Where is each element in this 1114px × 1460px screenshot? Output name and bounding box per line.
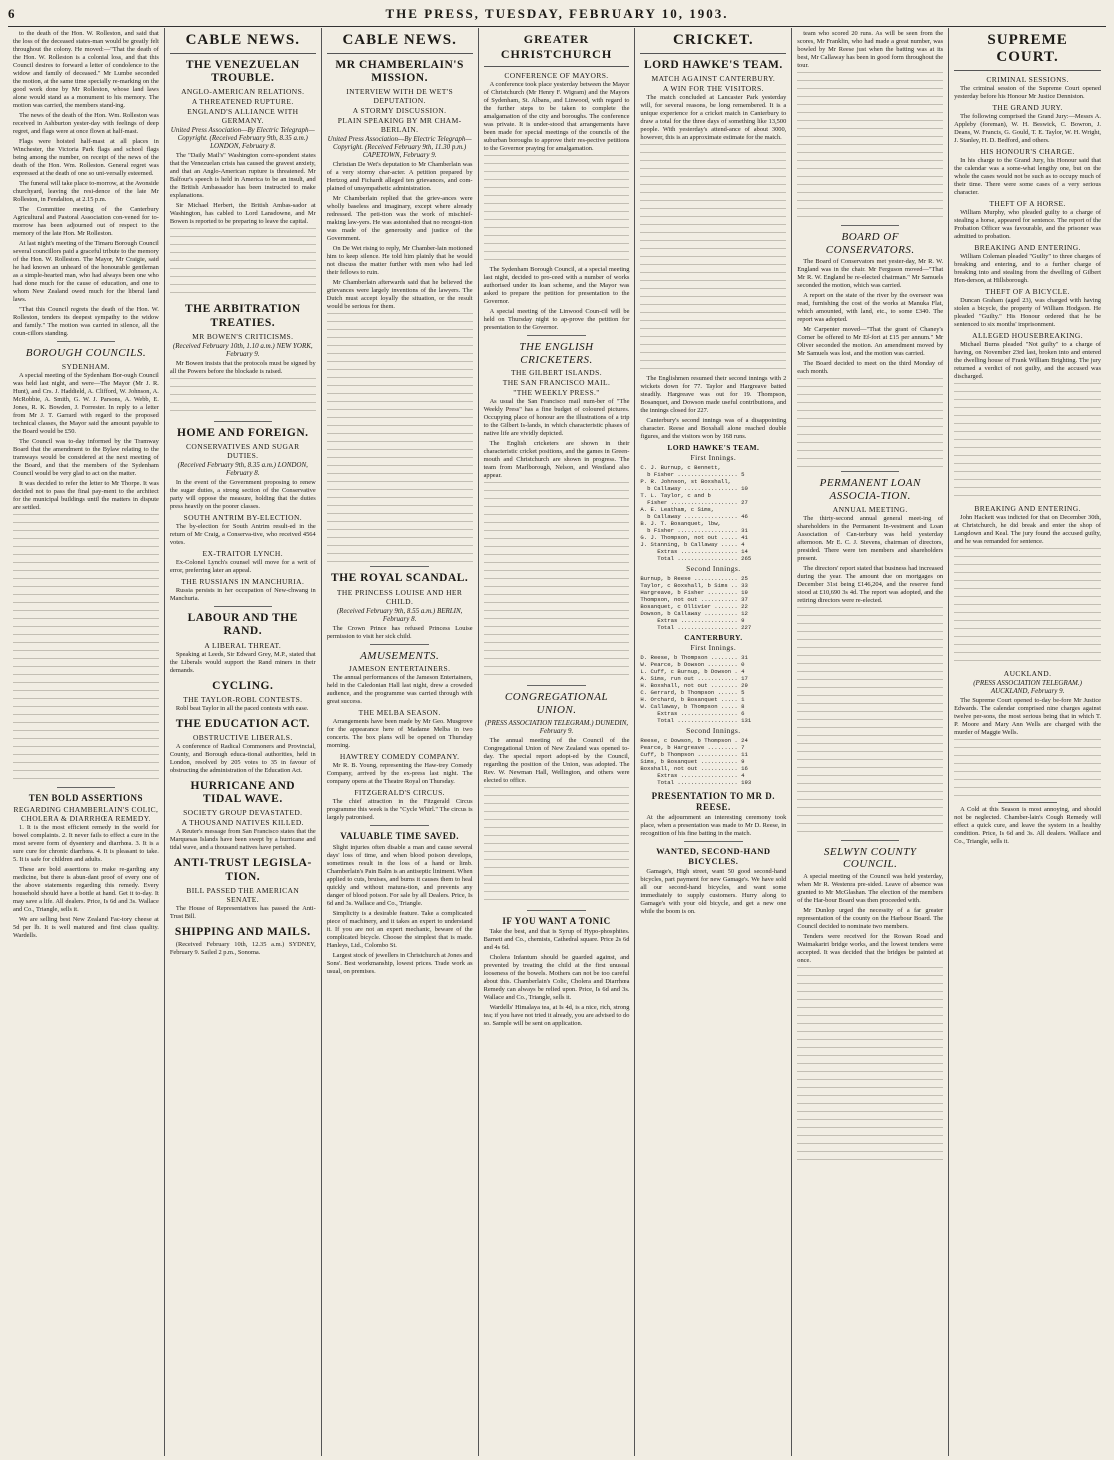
article-text: A special meeting of the Council was held yesterday, when Mr R. Westenra pre-sided. Leave of absence was granted to Mr McGlashan. The election of the members of the Har-bour Board was then proceeded with. — [797, 872, 944, 904]
column-title: GREATER CHRISTCHURCH — [484, 30, 630, 67]
column-7 — [949, 28, 1106, 1456]
article-text: It was decided to refer the letter to Mr Thorpe. It was decided not to pass the final pay-ment to the architect for the municipal buildings until the matters in dispute are settled. — [13, 479, 159, 511]
headline: SHIPPING AND MAILS. — [174, 925, 311, 938]
article-text: William Coleman pleaded "Guilty" to three charges of breaking and entering, and to a further charge of breaking into and stealing from the dwelling of Gilbert Hen-derson, at Hillsborough. — [954, 253, 1101, 284]
article-text: Mr R. B. Young, representing the Haw-trey Comedy Company, arrived by the ex-press last night. The company opens at the Theatre Royal on Thursday. — [326, 762, 473, 786]
advertisement-text: Cholera Infantum should be guarded against, and prevented by treating the child at the first unusual looseness of the bowels. Mothers can not be too careful about this. Chamberlain's Colic, Cholera and Diarrhœa Remedy can always be relied upon. Price, Is 6d and 3s. Wallace and Co., Triangle, sells it. — [483, 953, 630, 1001]
dateline: United Press Association—By Electric Telegraph—Copyright. (Received February 9th, 8.35 a.m.) LONDON, February 8. — [170, 126, 315, 151]
text-lines — [954, 739, 1101, 799]
dateline: (PRESS ASSOCIATION TELEGRAM.) DUNEDIN, February 9. — [484, 718, 629, 735]
article-text: Mr Carpenter moved—"That the grant of Chaney's Corner be offered to Mr Ef-fort at £15 per annum." Mr Oliver seconded the motion. An amendment moved by Mr Samuels was lost, and the motion was carried. — [797, 326, 944, 358]
divider — [370, 825, 428, 826]
subheading: BREAKING AND ENTERING. — [974, 504, 1081, 513]
text-lines — [484, 787, 630, 907]
advertisement-text: 1. It is the most efficient remedy in the world for bowel complaints. 2. It never fails to effect a cure in the most severe form of dysentery and diarrhœa. 3. It is a sure cure for chronic diarrhœa. 4. It is pleasant to take. 5. It is safe for children and adults. — [13, 823, 159, 863]
article-text: John Hackett was indicted for that on December 30th, at Christchurch, he did break and enter the shop of Langdown and Keal. The jury found the accused guilty, and he was remanded for sentence. — [954, 514, 1101, 545]
article-text: A special meeting of the Linwood Coun-cil will be held on Thursday night to ap-prove the petition for presentation to the Governor. — [483, 308, 630, 331]
divider — [841, 840, 899, 841]
dateline: (Received February 9th, 8.35 a.m.) LONDON, February 8. — [177, 461, 308, 478]
article-text: Mr Chamberlain afterwards said that he believed the grievances were largely inventions of the lawyers. The Dutch must accept loyally the situation, or the result would be serious for them. — [326, 279, 473, 311]
article-text: The House of Representatives has passed the Anti-Trust Bill. — [169, 904, 316, 920]
column-4 — [479, 28, 636, 1456]
article-text: The annual performances of the Jameson Entertainers, held in the Caledonian Hall last night, drew a crowded audience, and the programme was carried through with great success. — [326, 674, 473, 706]
article-text: Ex-Colonel Lynch's counsel will move for a writ of error, preferring later an appeal. — [169, 559, 316, 575]
text-lines — [640, 144, 786, 374]
divider — [684, 841, 742, 842]
subheading: "THE WEEKLY PRESS." — [513, 388, 600, 398]
divider — [841, 225, 899, 226]
subheading: JAMESON ENTERTAINERS. — [348, 664, 451, 674]
subheading: A LIBERAL THREAT. — [204, 640, 282, 650]
advertisement-text: Largest stock of jewellers in Christchurch at Jones and Sons'. Best workmanship, lowest prices. Trade work as usual, on premises. — [326, 951, 473, 975]
headline: THE VENEZUELAN TROUBLE. — [185, 59, 300, 85]
dateline: United Press Association—By Electric Telegraph—Copyright. (Received February 9th, 11.30 p.m.) CAPETOWN, February 9. — [327, 135, 472, 160]
divider — [370, 566, 428, 567]
article-text: On De Wet rising to reply, Mr Chamber-lain motioned him to keep silence. He told him plainly that he would not discuss the matter further with men who had led their fellows to ruin. — [326, 245, 473, 277]
article-text: Flags were hoisted half-mast at all places in Winchester, the Victoria Park flags and school flags being among the number, on receipt of the news of the death of the Hon. Wm. Rolleston. General regret was expressed at the death of one so uni-versally esteemed. — [13, 138, 159, 177]
subheading: THE SAN FRANCISCO MAIL. — [502, 378, 611, 388]
article-text: to the death of the Hon. W. Rolleston, and said that the loss of the deceased states-man would be greatly felt throughout the colony. He moved:—"That the death of the Hon. W. Rolleston is a colonial loss, and that this Council desires to forward a letter of condolence to the widow and family of deceased." Mr Lumbe seconded the motion, at the same time specially re-marking on the good work done by Mr Rolleston, whose land laws alone would stand as a monument to his memory. The motion was carried, the members stand-ing. — [13, 30, 159, 109]
text-lines — [13, 514, 159, 784]
article-text: Speaking at Leeds, Sir Edward Grey, M.P., stated that the Liberals would support the Rand miners in their demands. — [169, 650, 316, 674]
text-lines — [797, 607, 943, 837]
article-text: Mr Bowen insists that the protocols must be signed by all the Powers before the blockade is raised. — [169, 359, 316, 375]
article-text: The following comprised the Grand Jury:—Messrs A. Appleby (foreman), W. H. Beswick, C. Bowron, J. Deans, W. Francis, G. Gould, T. E. Taylor, W. H. Wright, J. Stanley, H. D. Bedford, and others. — [954, 113, 1101, 144]
headline: ANTI-TRUST LEGISLA-TION. — [173, 857, 312, 883]
headline: LORD HAWKE'S TEAM. — [643, 59, 783, 71]
subheading: SOUTH ANTRIM BY-ELECTION. — [183, 513, 303, 523]
column-title: CABLE NEWS. — [170, 30, 316, 54]
headline: HOME AND FOREIGN. — [177, 426, 309, 439]
article-text: team who scored 20 runs. As will be seen from the scores, Mr Franklin, who had made a great number, was bowled by Mr Reese just when the batting was at its best, Mr Callaway has been in good form throughout the tour. — [797, 30, 944, 69]
subheading: EX-TRAITOR LYNCH. — [202, 549, 284, 559]
headline: THE ARBITRATION TREATIES. — [184, 303, 301, 329]
article-text: Russia persists in her occupation of New-chwang in Manchuria. — [169, 587, 316, 603]
divider — [998, 802, 1057, 803]
advertisement-text: Gamage's, High street, want 50 good second-hand bicycles, part payment for new Gamage's. We have sold all our second-hand bicycles, and want some immediately to supply customers. Hurry along to Gamage's with your old bicycle, and get a new one while the boom is on. — [640, 868, 787, 916]
advertisement-heading: VALUABLE TIME SAVED. — [340, 831, 460, 842]
section-heading: PERMANENT LOAN ASSOCIA-TION. — [819, 477, 921, 502]
subheading: THEFT OF A BICYCLE. — [985, 287, 1070, 296]
text-lines — [954, 383, 1101, 503]
article-text: A conference of Radical Commoners and Provincial, County, and Borough educa-tional authorities, held in London, resolved by 205 votes to 35 in favour of obstructing the administration of the Education Act. — [169, 742, 316, 774]
column-6 — [792, 28, 949, 1456]
subheading: THE GILBERT ISLANDS. — [511, 368, 602, 378]
article-text: As usual the San Francisco mail num-ber of "The Weekly Press" has a fine budget of coloured pictures. Occupying place of honour are the illustrations of a trip to the Gilbert Is-lands, in which characteristic phases of native life are vividly depicted. — [483, 398, 630, 438]
article-text: The news of the death of the Hon. Wm. Rolleston was received in Ashburton yester-day with feelings of deep regret, and flags were at once flown at half-mast. — [13, 112, 159, 135]
section-heading: SELWYN COUNTY COUNCIL. — [823, 845, 917, 871]
advertisement-heading: TEN BOLD ASSERTIONS — [28, 792, 144, 803]
page-number: 6 — [8, 6, 15, 21]
scorecard-subheading: Second Innings. — [686, 726, 741, 736]
newspaper-title: THE PRESS, TUESDAY, FEBRUARY 10, 1903. — [385, 6, 729, 21]
scorecard-subheading: First Innings. — [690, 643, 737, 653]
subheading: FITZGERALD'S CIRCUS. — [354, 788, 445, 798]
article-text: The "Daily Mail's" Washington corre-spondent states that the Venezuelan crisis has caused the gravest anxiety, and that an Anglo-American rupture is threatened. Mr Balfour's speech is held in America to be an insult, and the British Ambassador has been instructed to make explanations. — [169, 152, 316, 200]
headline: THE EDUCATION ACT. — [175, 717, 310, 730]
advertisement-text: A Cold at this Season is most annoying, and should not be neglected. Chamber-lain's Cough Remedy will effect a quick cure, and leave the system in a healthy condition. Price, Is 6d and 3s. All dealers. Wallace and Co., Triangle, sells it. — [954, 806, 1101, 845]
subheading: AUCKLAND. — [1003, 669, 1052, 678]
article-text: The directors' report stated that business had increased during the year. The amount due on mortgages on December 31st being £146,204, and the reserve fund stood at £10,690 3s 4d. The report was adopted, and the retiring directors were re-elected. — [797, 564, 944, 604]
scorecard: C. J. Burnup, c Bennett, b Fisher .................. 5 P. R. Johnson, st Boxshall, b Callaway ................ 10 T. L. Taylor, c and b Fisher .................... 27 A. E. Leatham, c Sims, b Callaway ................ 46 B. J. T. Bosanquet, lbw, b Fisher .................. 31 G. J. Thompson, not out ..... 41 J. Stanning, b Callaway ..... 4 Extras ................. 14 Total .................. 265 — [640, 464, 752, 563]
column-title: CABLE NEWS. — [327, 30, 473, 54]
scorecard: Burnup, b Reese ............. 25 Taylor, c Boxshall, b Sims .. 33 Hargreave, b Fisher ......... 19 Thompson, not out ........... 37 Bosanquet, c Ollivier ....... 22 Dowson, b Callaway .......... 12 Extras ................. 9 Total .................. 227 — [640, 575, 752, 632]
article-text: (Received February 10th, 12.35 a.m.) SYDNEY, February 9. Sailed 2 p.m., Sonoma. — [169, 941, 316, 957]
column-5 — [635, 28, 792, 1456]
text-lines — [327, 313, 473, 563]
subheading: ALLEGED HOUSEBREAKING. — [972, 331, 1083, 340]
article-text: The Board of Conservators met yester-day, Mr R. W. England was in the chair. Mr Ferguson moved—"That Mr R. W. England be re-elected chairman." Mr Samuels seconded the motion, which was carried. — [797, 258, 944, 290]
columns — [8, 28, 1106, 1456]
article-text: The thirty-second annual general meet-ing of shareholders in the Permanent In-vestment and Loan Association of Can-terbury was held yesterday afternoon. Mr E. C. J. Stevens, chairman of directors, presided. There were ten members and shareholders present. — [797, 514, 944, 562]
article-text: The funeral will take place to-morrow, at the Avonside churchyard, leaving the resi-dence of the late Mr Rolleston, in Fendalton, at 2.15 p.m. — [13, 180, 159, 203]
subheading: A WIN FOR THE VISITORS. — [662, 84, 764, 94]
subheading: A THREATENED RUPTURE. — [191, 97, 294, 107]
column-3 — [322, 28, 479, 1456]
divider — [370, 644, 428, 645]
article-text: William Murphy, who pleaded guilty to a charge of stealing a horse, appeared for sentence. The report of the Probation Officer was favourable, and the prisoner was admitted to probation. — [954, 209, 1101, 240]
article-text: The chief attraction in the Fitzgerald Circus programme this week is the "Cycle Whirl." The circus is largely patronised. — [326, 798, 473, 822]
article-text: A Reuter's message from San Francisco states that the Marquesas Islands have been swept by a hurricane and tidal wave, and a thousand natives have perished. — [169, 828, 316, 852]
article-text: A conference took place yesterday between the Mayor of Christchurch (Mr Henry F. Wigram) and the Mayors of Sydenham, St. Albans, and Linwood, with regard to the further steps to be taken to complete the amalgamation of the city and boroughs. The conference was private. It is under-stood that arrangements have been made for special meetings of the councils of the suburban boroughs to approve their res-pective petitions to the Governor praying for amalgamation. — [483, 81, 630, 152]
subheading: HAWTREY COMEDY COMPANY. — [339, 752, 460, 762]
subheading: THE RUSSIANS IN MANCHURIA. — [181, 577, 305, 587]
article-text: At last night's meeting of the Timaru Borough Council several councillors paid a graceful tribute to the memory of the Hon. W. Rolleston. The Mayor, Mr Craigie, said he had known an unheard of the honourable gentleman as a simple-hearted man, who had always been one who had done much for the cause of education, and one to whom New Zealand owed much for the liberal land laws. — [13, 240, 159, 303]
scorecard: Reese, c Dowson, b Thompson . 24 Pearce, b Hargreave ......... 7 Cuff, b Thompson ............ 11 Sims, b Bosanquet ........... 9 Boxshall, not out ........... 16 Extras ................. 4 Total .................. 193 — [640, 737, 752, 787]
scorecard-heading: CANTERBURY. — [684, 633, 743, 643]
subheading: MR BOWEN'S CRITICISMS. — [192, 331, 294, 341]
article-text: The Board decided to meet on the third Monday of each month. — [797, 360, 944, 376]
divider — [527, 335, 585, 336]
subheading: THE MELBA SEASON. — [358, 708, 441, 718]
scorecard-subheading: Second Innings. — [686, 564, 741, 574]
article-text: A report on the state of the river by the overseer was read, furnishing the cost of the works at Manuka Flat, which amounted, with land, etc., to some £340. The report was adopted. — [797, 292, 944, 324]
advertisement-text: Wardells' Himalaya tea, at Is 4d, is a nice, rich, strong tea; if you have not tried it already, you are advised to do so. Sample will be sent on application. — [483, 1003, 630, 1027]
dateline: (Received February 9th, 8.55 a.m.) BERLIN, February 8. — [336, 606, 463, 623]
article-text: Robl beat Taylor in all the paced contests with ease. — [175, 704, 309, 712]
scorecard: D. Reese, b Thompson ........ 31 W. Pearce, b Dowson ......... 0 L. Cuff, c Burnup, b Dowson . 4 A. Sims, run out ............ 17 H. Boxshall, not out ........ 29 C. Gerrard, b Thompson ...... 5 H. Orchard, b Bosanquet ..... 1 W. Callaway, b Thompson ..... 8 Extras ................. 6 Total .................. 131 — [640, 654, 752, 725]
article-text: "That this Council regrets the death of the Hon. W. Rolleston, tenders its deepest sympathy to the widow and family." The motion was carried in silence, all the coun-cillors standing. — [13, 306, 159, 337]
advertisement-text: Take the best, and that is Syrup of Hypo-phosphites. Barnett and Co., chemists, Cathedral square. Price 2s 6d and 4s 6d. — [483, 927, 630, 951]
headline: PRESENTATION TO MR D. REESE. — [651, 791, 776, 812]
article-text: The Sydenham Borough Council, at a special meeting last night, decided to pro-ceed with a number of works authorised under its loan scheme, and the Mayor was asked to prepare the petition for presentation to the Governor. — [483, 266, 630, 305]
subheading: HIS HONOUR'S CHARGE. — [980, 147, 1075, 156]
section-heading: AMUSEMENTS. — [360, 649, 440, 662]
divider — [214, 421, 272, 422]
subheading: THE TAYLOR-ROBL CONTESTS. — [183, 694, 303, 704]
article-text: Canterbury's second innings was of a disappointing character. Reese and Boxshall alone reached double figures, and the visitors won by 168 runs. — [640, 417, 787, 441]
article-text: Tenders were received for the Rowan Road and Waimakariri bridge works, and the lowest tenders were accepted. It was decided that the bridges be painted at once. — [797, 932, 944, 964]
text-lines — [484, 155, 630, 265]
article-text: In his charge to the Grand Jury, his Honour said that the calendar was a some-what lengthy one, but on the whole the cases would not be such as to occupy much of their time. There were some cases of a very serious character. — [954, 157, 1101, 196]
divider — [57, 787, 115, 788]
subheading: OBSTRUCTIVE LIBERALS. — [192, 732, 293, 742]
section-heading: CONGREGATIONAL UNION. — [504, 691, 609, 716]
advertisement-heading: IF YOU WANT A TONIC — [502, 915, 611, 926]
article-text: Christian De Wet's deputation to Mr Chamberlain was of a very stormy char-acter. A petition prepared by Hertzog and Fichardt alleged ten grievances, and com-plained of unsympathetic administration. — [326, 161, 473, 193]
text-lines — [954, 548, 1101, 668]
headline: HURRICANE AND TIDAL WAVE. — [190, 779, 296, 806]
article-text: Michael Burns pleaded "Not guilty" to a charge of having, on November 23rd last, broken into and entered the dwelling house of Frank William Brighting. The jury returned a verdict of not guilty, and the accused was discharged. — [954, 341, 1101, 380]
section-heading: BOARD OF CONSERVATORS. — [825, 231, 915, 256]
divider — [57, 341, 115, 342]
subheading: A THOUSAND NATIVES KILLED. — [181, 818, 304, 828]
advertisement-text: These are bold assertions to make re-garding any medicine, but there is abun-dant proof of every one of the above statements regarding this remedy. Every household should have a bottle at hand. Get it to-day. It may save a life. All dealers. Price, Is 6d and 3s. Wallace and Co., Triangle, sells it. — [13, 865, 159, 913]
subheading: ENGLAND'S ALLIANCE WITH GERMANY. — [187, 107, 299, 126]
divider — [841, 471, 899, 472]
article-text: The Council was to-day informed by the Tramway Board that the amendment to the Bylaw relating to the tramways would be considered at the next meeting of the Board, and that the members of the Sydenham Council would be very glad to act on the matter. — [13, 437, 159, 477]
advertisement-subheading: REGARDING CHAMBERLAIN'S COLIC, CHOLERA & DIARRHŒA REMEDY. — [13, 804, 159, 823]
divider — [527, 685, 585, 686]
subheading: SYDENHAM. — [61, 361, 110, 371]
subheading: CONSERVATIVES AND SUGAR DUTIES. — [186, 442, 300, 461]
section-heading: THE ENGLISH CRICKETERS. — [519, 341, 594, 366]
divider — [214, 606, 272, 607]
text-lines — [170, 378, 316, 418]
article-text: The Supreme Court opened to-day be-fore Mr Justice Edwards. The calendar comprised nine charges against twelve per-sons, the most serious being that in which T. P. Moore and Mary Ann Wells are charged with the murder of Maggie Wells. — [954, 697, 1101, 736]
subheading: A STORMY DISCUSSION. — [352, 106, 447, 116]
text-lines — [797, 967, 943, 1167]
article-text: A special meeting of the Sydenham Bor-ough Council was held last night, and were—The Mayor (Mr J. R. Hunt), and Crs. J. Haddield, A. Clifford, W. Johnson, A. McRobbie, A. Smith, G. W. J. Parsons, A. Webb, E. Jones, R. K. Bowden, J. Forrester. In reply to a letter from Mr J. T. Garrard with regard to the proposed technical classes, the Mayor said the amount payable to the Board would be £50. — [13, 371, 159, 435]
article-text: The by-election for South Antrim result-ed in the return of Mr Craig, a Conserva-tive, who received 4564 votes. — [169, 523, 316, 547]
subheading: ANGLO-AMERICAN RELATIONS. — [181, 87, 305, 97]
column-title: SUPREME COURT. — [954, 30, 1101, 71]
subheading: INTERVIEW WITH DE WET'S DEPUTATION. — [346, 87, 454, 106]
article-text: Mr Dunlop urged the necessity of a far greater representation of the county on the Harbour Board. The Council decided to nominate two members. — [797, 906, 944, 930]
advertisement-heading: WANTED, SECOND-HAND BICYCLES. — [656, 845, 771, 866]
article-text: Mr Chamberlain replied that the griev-ances were wholly baseless and imaginary, except where already redressed. The peti-tion was the work of mischief-making law-yers. He was astonished that no recogni-tion was made of the generosity and justice of the Government. — [326, 195, 473, 243]
headline: LABOUR AND THE RAND. — [187, 612, 298, 638]
divider — [527, 910, 585, 911]
text-lines — [797, 378, 943, 468]
article-text: Sir Michael Herbert, the British Ambas-sador at Washington, has cabled to Lord Lansdowne, and Mr Bowen is reported to be preparing to leave the capital. — [169, 202, 316, 226]
article-text: Arrangements have been made by Mr Geo. Musgrove for the appearance here of Madame Melba in two concerts. The box plans will be opened on Thursday morning. — [326, 718, 473, 750]
text-lines — [484, 482, 630, 682]
subheading: THE PRINCESS LOUISE AND HER CHILD. — [336, 587, 463, 606]
article-text: Duncan Graham (aged 23), was charged with having stolen a bicycle, the property of William Hodgson. He pleaded "Guilty." His Honour ordered that he be sentenced to six months' imprisonment. — [954, 297, 1101, 328]
article-text: The annual meeting of the Council of the Congregational Union of New Zealand was opened to-day. The special report adopt-ed by the Council, regarding the position of the Union, was adopted. The Rev. W. Newman Hall, Wellington, and others were elected to office. — [483, 736, 630, 784]
headline: CYCLING. — [212, 679, 274, 692]
column-1 — [8, 28, 165, 1456]
subheading: CRIMINAL SESSIONS. — [986, 75, 1069, 84]
article-text: The match concluded at Lancaster Park yesterday will, for several reasons, be long remembered. It is a unique experience for a cricket match in Canterbury to draw a total for the three days of something like 13,500 people. With yesterday's attend-ance of about 3000, however, this is an approximate estimate for the match. — [640, 94, 787, 142]
masthead — [8, 2, 1106, 27]
article-text: The English cricketers are shown in their characteristic cricket positions, and the games in Green-mouth and Christchurch are shown in progress. The team from Marlborough, Nelson, and Westland also appear. — [483, 440, 630, 480]
column-2 — [165, 28, 322, 1456]
headline: THE ROYAL SCANDAL. — [330, 572, 469, 585]
scorecard-subheading: First Innings. — [690, 453, 737, 463]
subheading: THE GRAND JURY. — [992, 103, 1063, 112]
column-title: CRICKET. — [640, 30, 786, 54]
subheading: CONFERENCE OF MAYORS. — [504, 71, 609, 80]
article-text: The Crown Prince has refused Princess Louise permission to visit her sick child. — [326, 624, 473, 640]
section-heading: BOROUGH COUNCILS. — [25, 347, 147, 359]
subheading: ANNUAL MEETING. — [832, 504, 908, 514]
text-lines — [797, 72, 943, 222]
scorecard-heading: LORD HAWKE'S TEAM. — [667, 443, 760, 453]
article-text: In the event of the Government proposing to renew the sugar duties, a strong section of the Conservative party will oppose the measure, holding that the duties press heavily on the poorer classes. — [169, 479, 316, 511]
subheading: BREAKING AND ENTERING. — [974, 243, 1081, 252]
subheading: SOCIETY GROUP DEVASTATED. — [183, 808, 303, 818]
advertisement-text: Simplicity is a desirable feature. Take a complicated piece of machinery, and it takes an expert to understand it. If you are not an expert mechanic, beware of the complicated bicycle. Choose the simplest that is made. Hanleys, Ltd., Colombo St. — [326, 909, 473, 949]
article-text: The Committee meeting of the Canterbury Agricultural and Pastoral Association con-vened for to-morrow has been adjourned out of respect to the memory of the late Hon. Mr Rolleston. — [13, 206, 159, 237]
article-text: The Englishmen resumed their second innings with 2 wickets down for 77. Taylor and Hargreave batted steadily. Hargreave was out for 19. Thompson, Bosanquet, and Dowson made useful contributions, and the innings closed for 227. — [640, 375, 787, 415]
subheading: PLAIN SPEAKING BY MR CHAM-BERLAIN. — [337, 116, 462, 135]
subheading: MATCH AGAINST CANTERBURY. — [651, 74, 776, 84]
text-lines — [170, 228, 316, 298]
subheading: BILL PASSED THE AMERICAN SENATE. — [186, 885, 300, 904]
advertisement-text: Slight injuries often disable a man and cause several days' loss of time, and when blood poison develops, sometimes result in the loss of a hand or limb. Chamberlain's Pain Balm is an antiseptic liniment. When applied to cuts, bruises, and burns it causes them to heal quickly and without matura-tion, and prevents any danger of blood poison. For sale by all Dealers. Price, Is 6d and 3s. Wallace and Co., Triangle. — [326, 843, 473, 907]
dateline: (Received February 10th, 1.10 a.m.) NEW YORK, February 9. — [172, 341, 313, 358]
article-text: At the adjournment an interesting ceremony took place, when a presentation was made to Mr D. Reese, in recognition of his fine batting in the match. — [640, 813, 787, 837]
advertisement-text: We are selling best New Zealand Fac-tory cheese at 5d per lb. It is well matured and first class quality. Wardells. — [13, 915, 159, 939]
article-text: The criminal session of the Supreme Court opened yesterday before his Honour Mr Justice Denniston. — [954, 85, 1101, 100]
subheading: THEFT OF A HORSE. — [989, 199, 1066, 208]
headline: MR CHAMBERLAIN'S MISSION. — [335, 59, 464, 85]
dateline: (PRESS ASSOCIATION TELEGRAM.) AUCKLAND, February 9. — [973, 679, 1082, 695]
